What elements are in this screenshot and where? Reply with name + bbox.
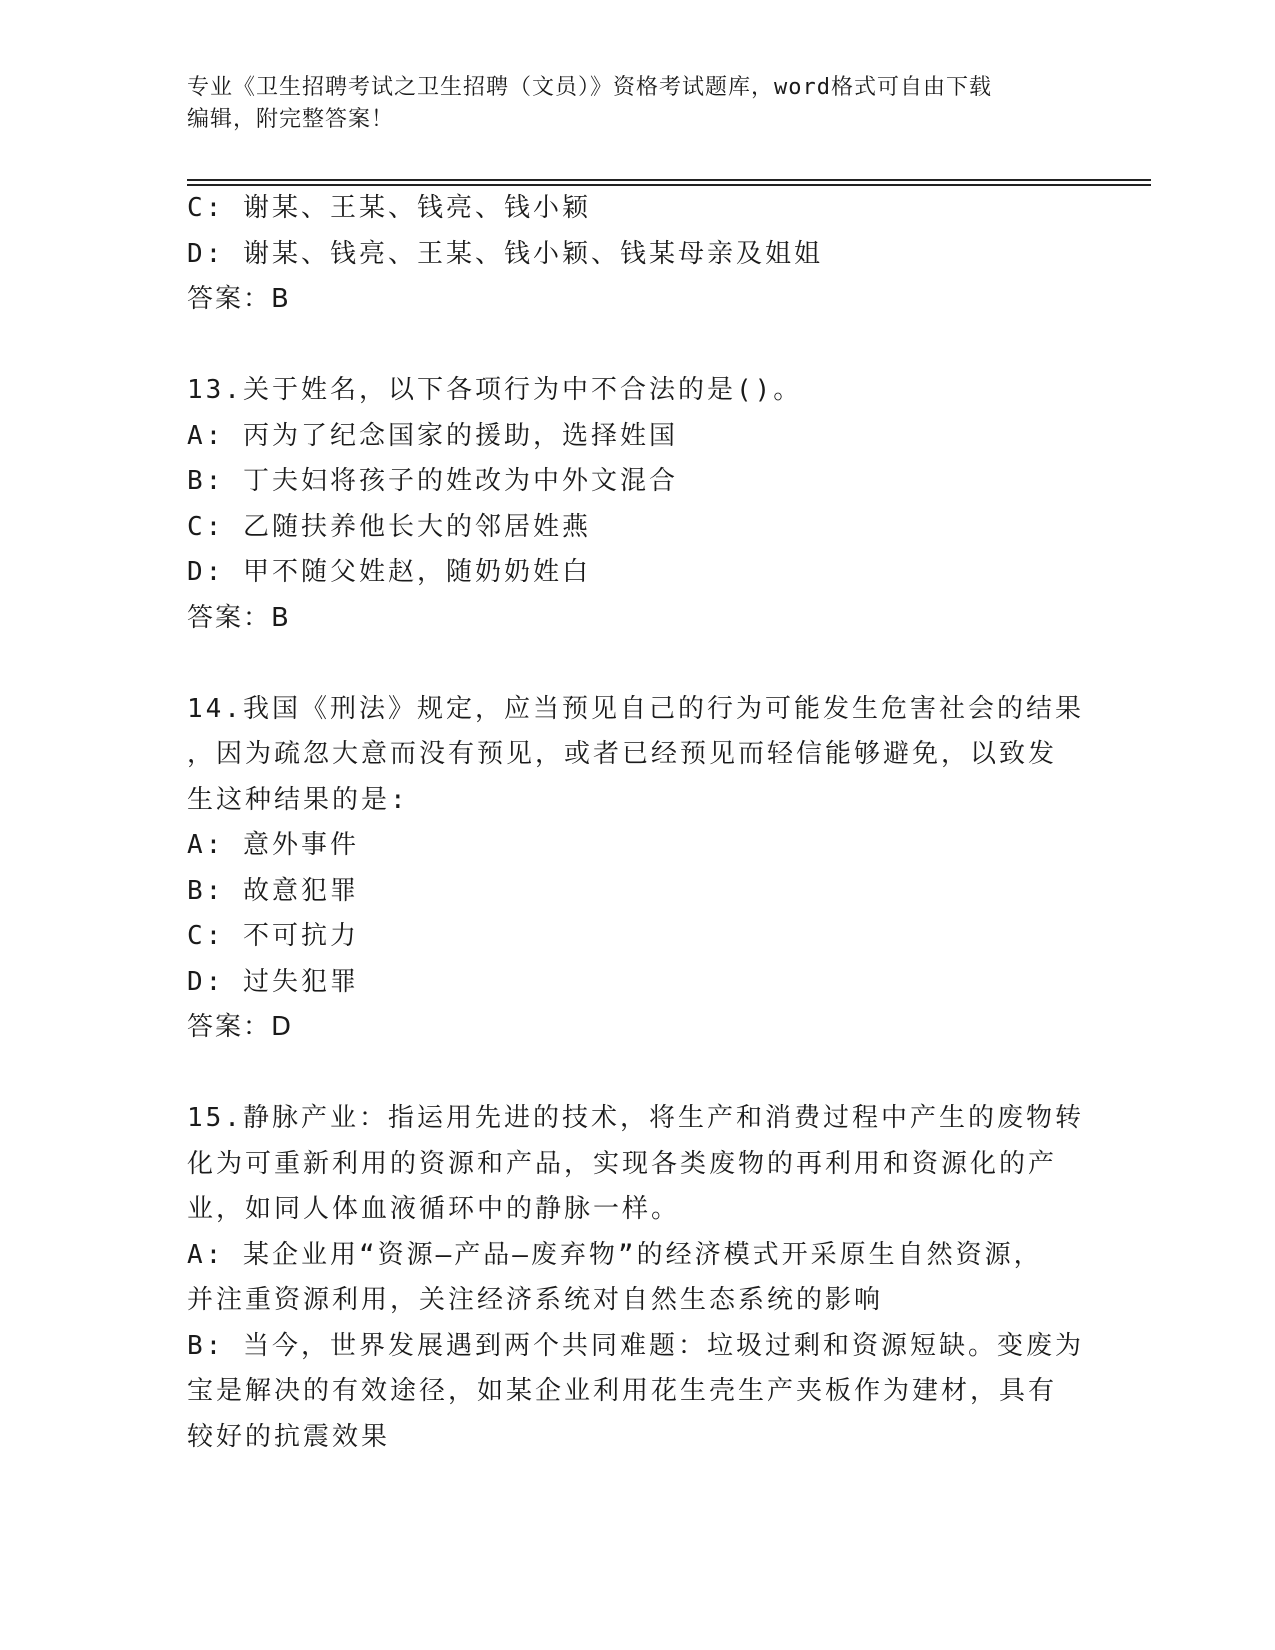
question-15-option-a-line-2: 并注重资源利用，关注经济系统对自然生态系统的影响 — [187, 1285, 884, 1315]
question-15-option-b-line-1: B: 当今，世界发展遇到两个共同难题：垃圾过剩和资源短缺。变废为 — [187, 1330, 1084, 1361]
question-12-answer: 答案：B — [187, 284, 291, 314]
spacer — [187, 1051, 1087, 1097]
question-14-option-d: D: 过失犯罪 — [187, 966, 359, 997]
question-14-option-b: B: 故意犯罪 — [187, 875, 359, 906]
question-14-stem-line-3: 生这种结果的是: — [187, 784, 409, 815]
spacer — [187, 641, 1087, 687]
question-15-stem-line-3: 业，如同人体血液循环中的静脉一样。 — [187, 1194, 681, 1224]
question-15 — [187, 1096, 1087, 1460]
question-15-option-b-line-2: 宝是解决的有效途径，如某企业利用花生壳生产夹板作为建材，具有 — [187, 1376, 1058, 1406]
question-15-option-b-line-3: 较好的抗震效果 — [187, 1421, 391, 1452]
question-15-option-a-line-1: A: 某企业用“资源—产品—废弃物”的经济模式开采原生自然资源， — [187, 1239, 1043, 1270]
document-header — [187, 72, 1087, 136]
question-14-option-a: A: 意外事件 — [187, 830, 359, 860]
question-13-stem: 13.关于姓名，以下各项行为中不合法的是()。 — [187, 375, 803, 405]
header-rule-top — [187, 179, 1151, 181]
question-14-answer: 答案：D — [187, 1012, 294, 1042]
spacer — [187, 323, 1087, 369]
question-13-option-a: A: 丙为了纪念国家的援助，选择姓国 — [187, 420, 678, 451]
question-13-answer: 答案：B — [187, 602, 291, 633]
question-14-option-c: C: 不可抗力 — [187, 921, 359, 951]
header-line-2: 编辑，附完整答案！ — [187, 107, 395, 132]
question-13-option-b: B: 丁夫妇将孩子的姓改为中外文混合 — [187, 466, 678, 496]
question-12 — [187, 186, 1087, 323]
question-13-option-d: D: 甲不随父姓赵，随奶奶姓白 — [187, 557, 591, 587]
question-15-stem-line-2: 化为可重新利用的资源和产品，实现各类废物的再利用和资源化的产 — [187, 1148, 1058, 1179]
question-list — [187, 186, 1087, 1460]
question-14 — [187, 687, 1087, 1051]
question-14-stem-line-1: 14.我国《刑法》规定，应当预见自己的行为可能发生危害社会的结果 — [187, 693, 1084, 724]
question-12-option-d: D: 谢某、钱亮、王某、钱小颖、钱某母亲及姐姐 — [187, 238, 823, 269]
question-13-option-c: C: 乙随扶养他长大的邻居姓燕 — [187, 511, 591, 542]
question-12-option-c: C: 谢某、王某、钱亮、钱小颖 — [187, 193, 591, 223]
question-14-stem-line-2: ，因为疏忽大意而没有预见，或者已经预见而轻信能够避免，以致发 — [187, 739, 1058, 769]
header-line-1: 专业《卫生招聘考试之卫生招聘（文员）》资格考试题库，word格式可自由下载 — [187, 75, 992, 100]
question-15-stem-line-1: 15.静脉产业：指运用先进的技术，将生产和消费过程中产生的废物转 — [187, 1103, 1084, 1133]
question-13 — [187, 368, 1087, 641]
